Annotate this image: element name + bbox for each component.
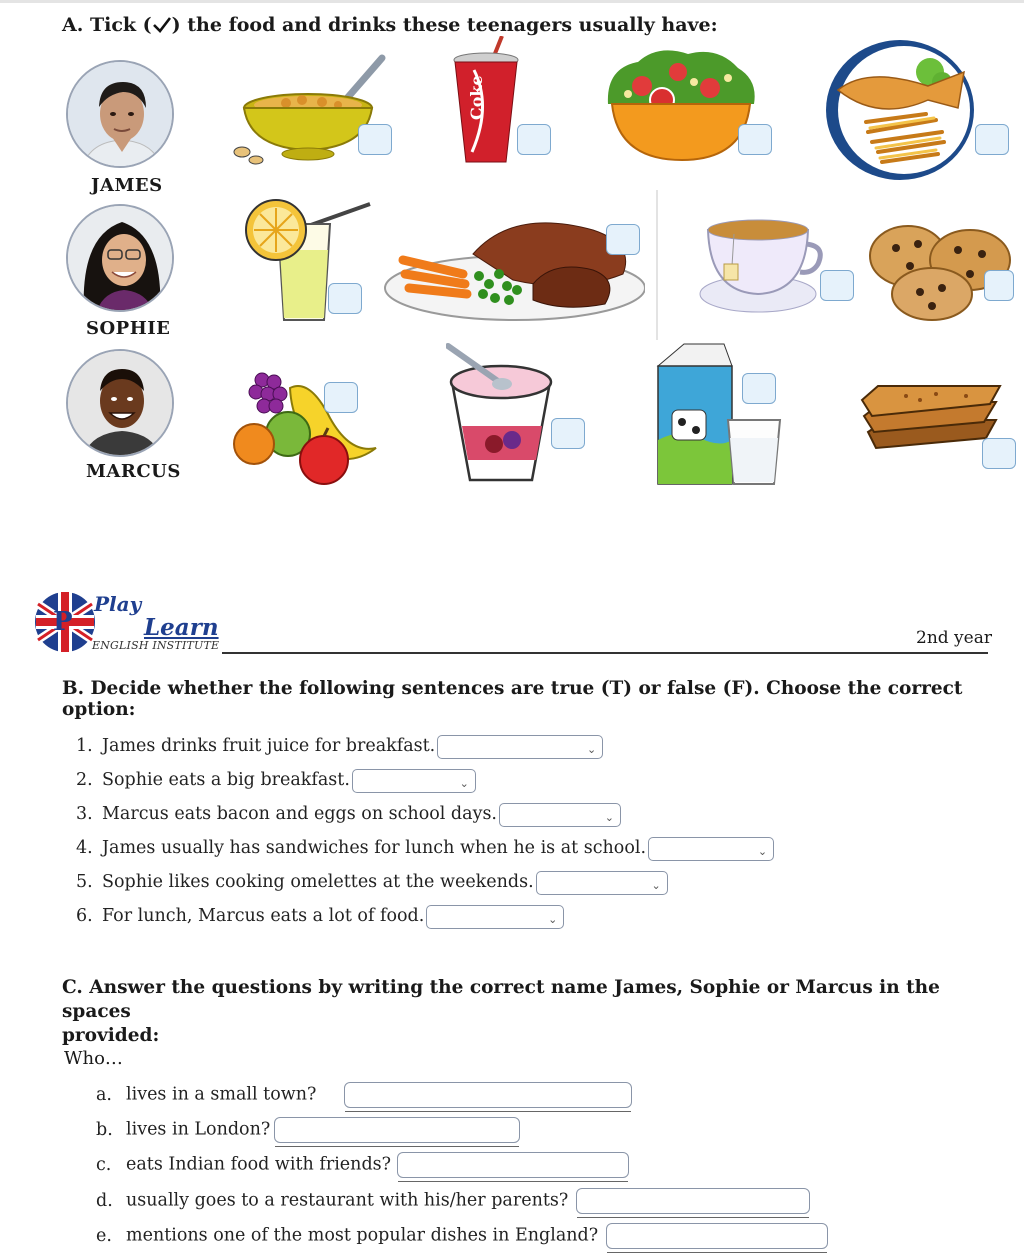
list-item: c. eats Indian food with friends? (96, 1152, 629, 1178)
tick-box-tea[interactable] (820, 270, 854, 301)
tick-box-cookies[interactable] (984, 270, 1014, 301)
tick-box-cola[interactable] (517, 124, 551, 155)
tea-cup-icon (696, 210, 826, 320)
answer-input[interactable] (397, 1152, 629, 1178)
boy-portrait-icon (68, 62, 174, 168)
boy-portrait-icon (68, 351, 174, 457)
true-false-select[interactable] (648, 837, 774, 861)
svg-text:Coke: Coke (467, 75, 486, 120)
true-false-select[interactable] (352, 769, 476, 793)
list-item: a. lives in a small town? (96, 1082, 632, 1108)
list-item: 1. James drinks fruit juice for breakfast. ⌄ (76, 734, 603, 759)
union-flag-logo-icon (34, 590, 96, 654)
chevron-down-icon: ⌄ (548, 912, 558, 926)
true-false-select[interactable] (426, 905, 564, 929)
list-item: 3. Marcus eats bacon and eggs on school days. ⌄ (76, 802, 621, 827)
fruit-basket-icon (230, 358, 380, 488)
svg-text:P: P (53, 607, 73, 637)
play-learn-logo: P Play Learn ENGLISH INSTITUTE (34, 590, 224, 654)
tick-box-roast-dinner[interactable] (606, 224, 640, 255)
true-false-select[interactable] (536, 871, 668, 895)
answer-input[interactable] (606, 1223, 828, 1249)
header-rule (222, 652, 988, 654)
name-sophie: SOPHIE (86, 318, 171, 339)
true-false-select[interactable] (499, 803, 621, 827)
tick-box-salad[interactable] (738, 124, 772, 155)
section-c-heading: C. Answer the questions by writing the correct name James, Sophie or Marcus in the spaces provided: (62, 977, 940, 1046)
chevron-down-icon: ⌄ (604, 810, 614, 824)
list-item: d. usually goes to a restaurant with his/her parents? (96, 1188, 810, 1214)
name-james: JAMES (91, 175, 163, 196)
section-a-heading: A. Tick ( ) the food and drinks these teenagers usually have: (62, 14, 718, 36)
cola-cup-icon (452, 36, 526, 166)
yoghurt-cup-icon (446, 340, 556, 486)
list-item: b. lives in London? (96, 1117, 520, 1143)
tick-box-lemonade[interactable] (328, 283, 362, 314)
chevron-down-icon: ⌄ (459, 776, 469, 790)
true-false-select[interactable] (437, 735, 603, 759)
who-intro: Who… (64, 1048, 123, 1069)
avatar-sophie (66, 204, 174, 312)
tick-box-yoghurt[interactable] (551, 418, 585, 449)
divider-line (656, 190, 658, 340)
milk-carton-icon (650, 340, 786, 490)
answer-input[interactable] (576, 1188, 810, 1214)
avatar-marcus (66, 349, 174, 457)
name-marcus: MARCUS (86, 461, 181, 482)
tick-box-cereal[interactable] (358, 124, 392, 155)
list-item: 5. Sophie likes cooking omelettes at the weekends. ⌄ (76, 870, 668, 895)
section-b-heading: B. Decide whether the following sentences are true (T) or false (F). Choose the correct option: (62, 678, 963, 720)
chevron-down-icon: ⌄ (587, 742, 597, 756)
tick-box-fruit[interactable] (324, 382, 358, 413)
answer-input[interactable] (274, 1117, 520, 1143)
answer-input[interactable] (344, 1082, 632, 1108)
girl-portrait-icon (68, 206, 174, 312)
chevron-down-icon: ⌄ (757, 844, 768, 858)
tick-box-fish-and-chips[interactable] (975, 124, 1009, 155)
tick-box-milk[interactable] (742, 373, 776, 404)
list-item: e. mentions one of the most popular dishes in England? (96, 1223, 828, 1249)
fish-and-chips-icon (818, 36, 976, 182)
top-edge (0, 0, 1024, 3)
cookies-icon (866, 214, 1016, 324)
tick-box-toast[interactable] (982, 438, 1016, 469)
list-item: 2. Sophie eats a big breakfast. ⌄ (76, 768, 476, 793)
chevron-down-icon: ⌄ (651, 878, 661, 892)
year-label: 2nd year (916, 628, 992, 648)
checkmark-icon (152, 16, 172, 34)
avatar-james (66, 60, 174, 168)
list-item: 6. For lunch, Marcus eats a lot of food. ⌄ (76, 904, 564, 929)
list-item: 4. James usually has sandwiches for lunch when he is at school. ⌄ (76, 836, 774, 861)
